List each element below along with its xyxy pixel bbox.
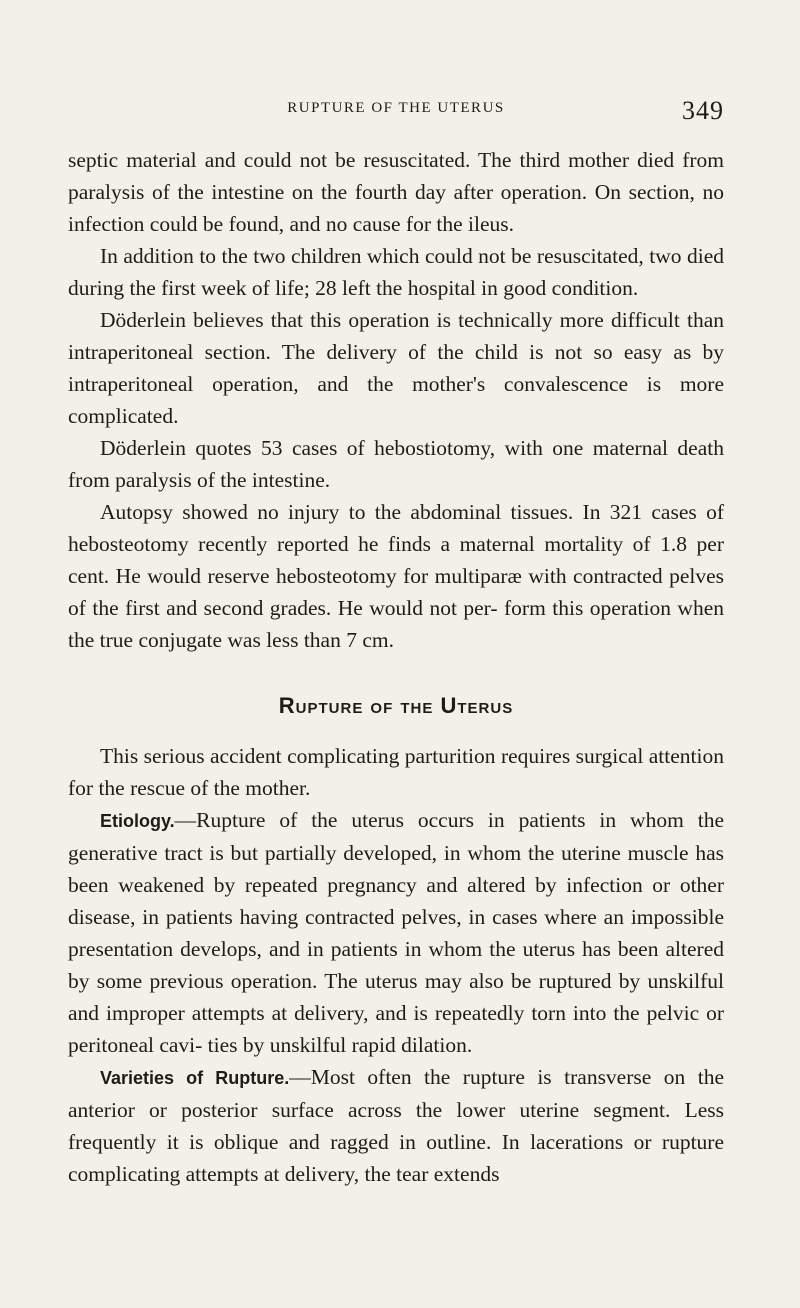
etiology-text: —Rupture of the uterus occurs in patients in whom the generative tract is but partially developed, in whom the uterine muscle has been weakened by repeated pregnancy and altered by infection or other disease, in patients having contracted pelves, in cases where an impossible presentation develops, and in patients in whom the uterus has been altered by some previous operation. The uterus may also be ruptured by unskilful and improper attempts at delivery, and is repeatedly torn into the pelvic or peritoneal cavi- ties by unskilful rapid dilation. bbox=[68, 808, 724, 1057]
paragraph-varieties bbox=[68, 1061, 724, 1190]
section-heading: Rupture of the Uterus bbox=[278, 693, 514, 718]
paragraph-doderlein-cases: Döderlein quotes 53 cases of hebostiotomy, with one maternal death from paralysis of the intestine. bbox=[68, 436, 724, 492]
running-header bbox=[68, 96, 724, 132]
paragraph-section-intro: This serious accident complicating parturition requires surgical attention for the rescue of the mother. bbox=[68, 744, 724, 800]
page-number: 349 bbox=[682, 96, 724, 125]
running-title: RUPTURE OF THE UTERUS bbox=[287, 100, 505, 116]
etiology-label: Etiology. bbox=[100, 811, 175, 831]
paragraph-continuation: septic material and could not be resuscitated. The third mother died from paralysis of the intestine on the fourth day after operation. On section, no infection could be found, and no cause for the ileus. bbox=[68, 148, 724, 236]
paragraph-etiology bbox=[68, 804, 724, 1061]
paragraph-autopsy: Autopsy showed no injury to the abdominal tissues. In 321 cases of hebosteotomy recently reported he finds a maternal mortality of 1.8 per cent. He would reserve hebosteotomy for multiparæ with contracted pelves of the first and second grades. He would not per- form this operation when the true conjugate was less than 7 cm. bbox=[68, 500, 724, 652]
varieties-label: Varieties of Rupture. bbox=[100, 1068, 290, 1088]
paragraph-doderlein-difficulty: Döderlein believes that this operation is technically more difficult than intraperitoneal section. The delivery of the child is not so easy as by intraperitoneal operation, and the mother's convalescence is more complicated. bbox=[68, 308, 724, 428]
varieties-text: —Most often the rupture is transverse on the anterior or posterior surface across the lower uterine segment. Less frequently it is oblique and ragged in outline. In lacerations or rupture complicating attempts at delivery, the tear extends bbox=[68, 1065, 724, 1186]
paragraph-children-outcome: In addition to the two children which could not be resuscitated, two died during the first week of life; 28 left the hospital in good condition. bbox=[68, 244, 724, 300]
body-text bbox=[68, 144, 724, 1190]
